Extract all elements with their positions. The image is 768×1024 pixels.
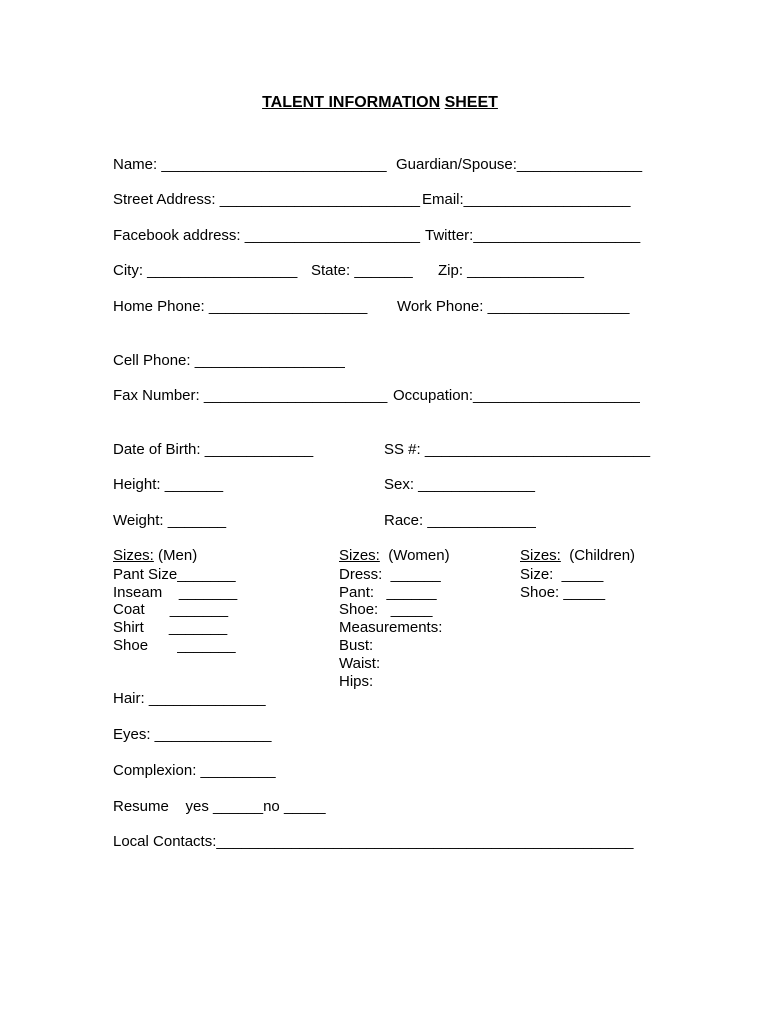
state-field[interactable]: State: _______ (311, 262, 413, 279)
dress-field[interactable]: Dress: ______ (339, 566, 441, 583)
guardian-spouse-field[interactable]: Guardian/Spouse:_______________ (396, 156, 643, 173)
bust-field[interactable]: Bust: (339, 637, 374, 654)
height-field[interactable]: Height: _______ (113, 476, 224, 493)
women-pant-field[interactable]: Pant: ______ (339, 584, 437, 601)
street-address-field[interactable]: Street Address: ________________________ (113, 191, 420, 208)
date-of-birth-field[interactable]: Date of Birth: _____________ (113, 441, 314, 458)
measurements-label: Measurements: (339, 619, 443, 636)
page-title (0, 94, 760, 112)
resume-field[interactable]: Resume yes ______no _____ (113, 798, 326, 815)
cell-phone-field[interactable]: Cell Phone: __________________ (113, 352, 345, 369)
fax-number-field[interactable]: Fax Number: ______________________ (113, 387, 388, 404)
sex-field[interactable]: Sex: ______________ (384, 476, 535, 493)
sizes-children-suffix: (Children) (560, 547, 636, 564)
eyes-field[interactable]: Eyes: ______________ (113, 726, 272, 743)
shirt-field[interactable]: Shirt _______ (113, 619, 228, 636)
waist-field[interactable]: Waist: (339, 655, 381, 672)
women-shoe-field[interactable]: Shoe: _____ (339, 601, 433, 618)
men-shoe-field[interactable]: Shoe _______ (113, 637, 236, 654)
race-field[interactable]: Race: _____________ (384, 512, 536, 529)
occupation-field[interactable]: Occupation:____________________ (393, 387, 640, 404)
name-field[interactable]: Name: ___________________________ (113, 156, 387, 173)
home-phone-field[interactable]: Home Phone: ___________________ (113, 298, 368, 315)
sizes-children-label: Sizes: (520, 547, 561, 564)
weight-field[interactable]: Weight: _______ (113, 512, 227, 529)
twitter-field[interactable]: Twitter:____________________ (425, 227, 641, 244)
sizes-women-heading (339, 547, 450, 565)
inseam-field[interactable]: Inseam _______ (113, 584, 238, 601)
city-field[interactable]: City: __________________ (113, 262, 298, 279)
children-size-field[interactable]: Size: _____ (520, 566, 604, 583)
children-shoe-field[interactable]: Shoe: _____ (520, 584, 606, 601)
pant-size-field[interactable]: Pant Size_______ (113, 566, 236, 583)
coat-field[interactable]: Coat _______ (113, 601, 229, 618)
facebook-address-field[interactable]: Facebook address: _____________________ (113, 227, 420, 244)
sizes-women-suffix: (Women) (379, 547, 450, 564)
hair-field[interactable]: Hair: ______________ (113, 690, 266, 707)
email-field[interactable]: Email:____________________ (422, 191, 631, 208)
complexion-field[interactable]: Complexion: _________ (113, 762, 276, 779)
zip-field[interactable]: Zip: ______________ (438, 262, 584, 279)
sizes-men-heading (113, 547, 197, 565)
hips-field[interactable]: Hips: (339, 673, 374, 690)
sizes-children-heading (520, 547, 635, 565)
ssn-field[interactable]: SS #: ___________________________ (384, 441, 651, 458)
title-sheet: SHEET (444, 94, 498, 111)
sizes-men-suffix: (Men) (153, 547, 198, 564)
local-contacts-field[interactable]: Local Contacts:__________________________________________________ (113, 833, 634, 850)
sizes-men-label: Sizes: (113, 547, 154, 564)
work-phone-field[interactable]: Work Phone: _________________ (397, 298, 630, 315)
sizes-women-label: Sizes: (339, 547, 380, 564)
title-main: TALENT INFORMATION (262, 94, 441, 111)
